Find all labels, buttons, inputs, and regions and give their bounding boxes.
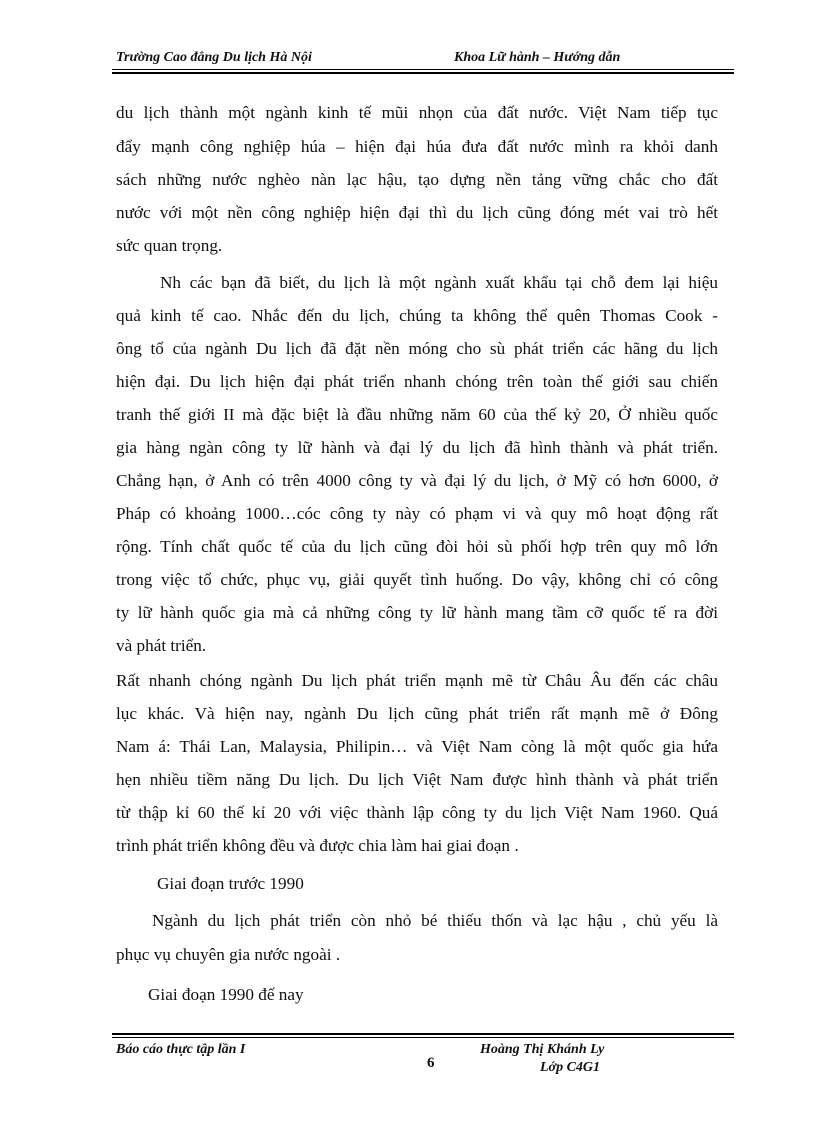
text-line: Ngành du lịch phát triển còn nhỏ bé thiếu thốn và lạc hậu , chủ yếu là <box>152 911 718 930</box>
text-line: trong việc tổ chức, phục vụ, giải quyết tình huống. Do vậy, không chỉ có công <box>116 570 718 589</box>
text-line: quả kinh tế cao. Nhắc đến du lịch, chúng ta không thể quên Thomas Cook - <box>116 306 718 325</box>
text-line: Chẳng hạn, ở Anh có trên 4000 công ty và đại lý du lịch, ở Mỹ có hơn 6000, ở <box>116 471 718 490</box>
footer-rule-thin <box>112 1037 734 1038</box>
header-school: Trường Cao đẳng Du lịch Hà Nội <box>116 50 312 65</box>
text-line: phục vụ chuyên gia nước ngoài . <box>116 945 341 964</box>
text-line: sức quan trọng. <box>116 236 223 255</box>
footer-rule-thick <box>112 1033 734 1035</box>
text-line: rộng. Tính chất quốc tế của du lịch cũng đòi hỏi sù phối hợp trên quy mô lớn <box>116 537 718 556</box>
text-line: nước với một nền công nghiệp hiện đại thì du lịch cũng đóng mét vai trò hết <box>116 203 718 222</box>
text-line: lục khác. Và hiện nay, ngành Du lịch cũng phát triển rất mạnh mẽ ở Đông <box>116 704 718 723</box>
text-line: hẹn nhiều tiềm năng Du lịch. Du lịch Việt Nam được hình thành và phát triển <box>116 770 718 789</box>
text-line: du lịch thành một ngành kinh tế mũi nhọn của đất nước. Việt Nam tiếp tục <box>116 103 718 122</box>
text-line: Pháp có khoảng 1000…cóc công ty này có phạm vi và quy mô hoạt động rất <box>116 504 718 523</box>
text-line: và phát triển. <box>116 636 207 655</box>
text-line: trình phát triển không đều và được chia làm hai giai đoạn . <box>116 836 519 855</box>
text-line: Nam á: Thái Lan, Malaysia, Philipin… và Việt Nam còng là một quốc gia hứa <box>116 737 718 756</box>
header-faculty: Khoa Lữ hành – Hướng dẫn <box>454 50 621 65</box>
page-header <box>112 48 720 70</box>
text-line: ty lữ hành quốc gia mà cả những công ty lữ hành mang tầm cỡ quốc tế ra đời <box>116 603 718 622</box>
text-line: Rất nhanh chóng ngành Du lịch phát triển mạnh mẽ từ Châu Âu đến các châu <box>116 671 718 690</box>
section-heading: Giai đoạn trước 1990 <box>157 874 304 893</box>
text-line: hiện đại. Du lịch hiện đại phát triển nhanh chóng trên toàn thế giới sau chiến <box>116 372 718 391</box>
text-line: từ thập kỉ 60 thế kỉ 20 với việc thành lập công ty du lịch Việt Nam 1960. Quá <box>116 803 718 822</box>
text-line: sách những nước nghèo nàn lạc hậu, tạo dựng nền tảng vững chắc cho đất <box>116 170 718 189</box>
footer-class: Lớp C4G1 <box>540 1060 601 1075</box>
text-line: đẩy mạnh công nghiệp húa – hiện đại húa đưa đất nước mình ra khỏi danh <box>116 137 718 156</box>
footer-report-title: Báo cáo thực tập lần I <box>116 1042 246 1057</box>
text-line: ông tổ của ngành Du lịch đã đặt nền móng cho sù phát triển các hãng du lịch <box>116 339 718 358</box>
text-line: tranh thế giới II mà đặc biệt là đầu những năm 60 của thế kỷ 20, Ở nhiều quốc <box>116 405 718 424</box>
page-number: 6 <box>427 1055 435 1071</box>
section-heading: Giai đoạn 1990 đế nay <box>148 985 304 1004</box>
header-rule-thin <box>112 69 734 70</box>
text-line: gia hàng ngàn công ty lữ hành và đại lý du lịch đã hình thành và phát triển. <box>116 438 718 457</box>
header-rule-thick <box>112 72 734 74</box>
footer-author: Hoàng Thị Khánh Ly <box>480 1042 605 1057</box>
text-line: Nh các bạn đã biết, du lịch là một ngành xuất khẩu tại chỗ đem lại hiệu <box>160 273 718 292</box>
